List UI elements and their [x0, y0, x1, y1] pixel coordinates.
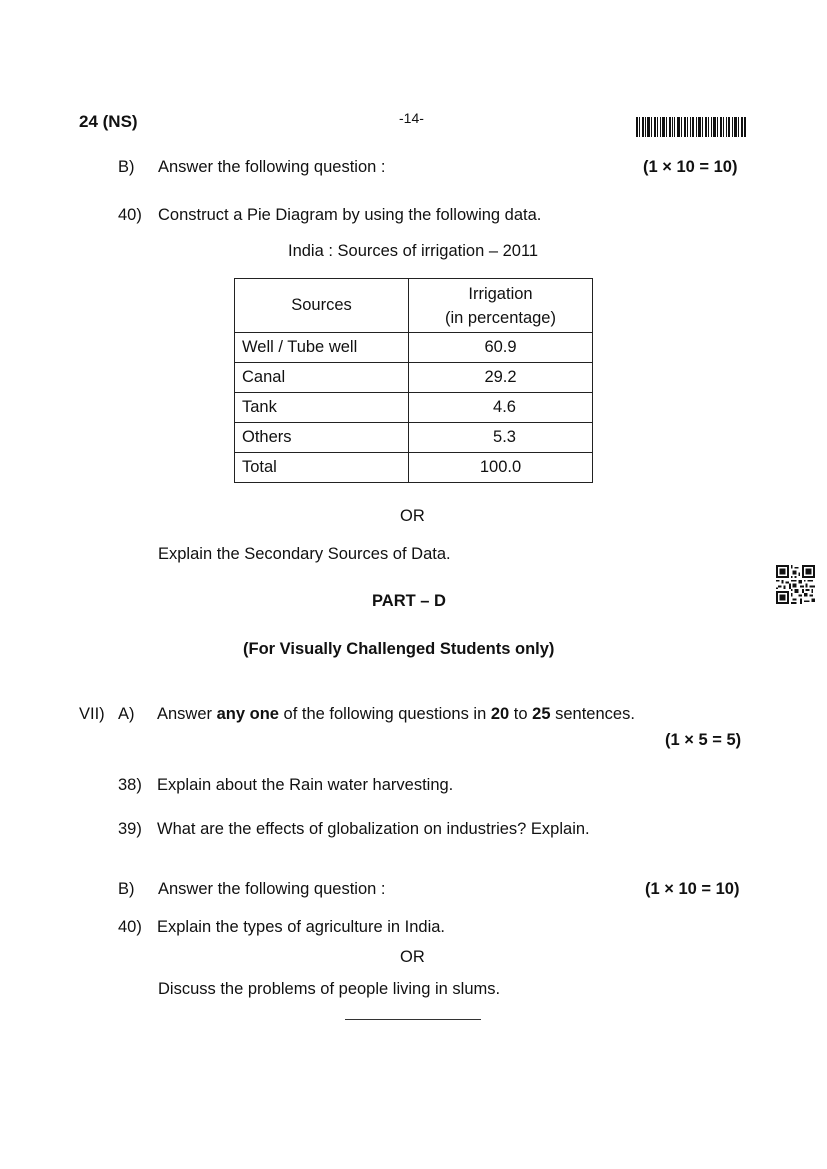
q39-text: What are the effects of globalization on industries? Explain. [157, 820, 590, 838]
q40-alternative: Explain the Secondary Sources of Data. [158, 545, 451, 563]
section-b-marks: (1 × 10 = 10) [643, 158, 738, 176]
q38-number: 38) [118, 776, 142, 794]
section-b2-marks: (1 × 10 = 10) [645, 880, 740, 898]
table-cell-source: Canal [235, 363, 409, 393]
table-row [235, 333, 593, 363]
end-divider [345, 1019, 481, 1020]
q40-text: Construct a Pie Diagram by using the following data. [158, 206, 542, 224]
part-d-subtitle: (For Visually Challenged Students only) [243, 640, 555, 658]
instruction-emphasis: 20 [490, 705, 510, 723]
table-title: India : Sources of irrigation – 2011 [288, 242, 539, 260]
table-cell-source: Others [235, 423, 409, 453]
table-cell-value: 29.2 [409, 363, 593, 393]
table-row [235, 453, 593, 483]
paper-code: 24 (NS) [79, 112, 138, 131]
q39-number: 39) [118, 820, 142, 838]
section-vii-roman: VII) [79, 705, 105, 723]
qr-code-icon [776, 565, 815, 604]
table-row [235, 363, 593, 393]
or-separator: OR [400, 507, 425, 525]
table-cell-source: Tank [235, 393, 409, 423]
table-cell-value: 60.9 [409, 333, 593, 363]
table-header-irrigation-line1: Irrigation [468, 284, 533, 303]
instruction-part: to [509, 705, 533, 723]
table-cell-value: 4.6 [409, 393, 593, 423]
section-b2-instruction: Answer the following question : [158, 880, 386, 898]
barcode-icon [636, 117, 746, 137]
section-vii-instruction [157, 705, 635, 724]
q38-text: Explain about the Rain water harvesting. [157, 776, 454, 794]
table-cell-source: Well / Tube well [235, 333, 409, 363]
q40b-alternative: Discuss the problems of people living in slums. [158, 980, 501, 998]
section-vii-marks: (1 × 5 = 5) [665, 731, 742, 749]
section-vii-label: A) [118, 705, 135, 723]
instruction-part: Answer [157, 705, 217, 723]
table-header-irrigation-line2: (in percentage) [445, 308, 556, 327]
q40b-text: Explain the types of agriculture in India. [157, 918, 446, 936]
q40b-number: 40) [118, 918, 142, 936]
table-header-irrigation [409, 279, 593, 333]
table-row [235, 393, 593, 423]
q40-number: 40) [118, 206, 142, 224]
instruction-part: sentences. [550, 705, 635, 723]
instruction-part: of the following questions in [278, 705, 491, 723]
section-b2-label: B) [118, 880, 135, 898]
table-header-row [235, 279, 593, 333]
table-cell-value: 100.0 [409, 453, 593, 483]
part-d-title: PART – D [372, 592, 446, 610]
table-header-sources: Sources [235, 279, 409, 333]
or-separator-2: OR [400, 948, 425, 966]
table-cell-source: Total [235, 453, 409, 483]
instruction-emphasis: any one [216, 705, 279, 723]
table-cell-value: 5.3 [409, 423, 593, 453]
section-b-instruction: Answer the following question : [158, 158, 386, 176]
table-row [235, 423, 593, 453]
section-b-label: B) [118, 158, 135, 176]
page-number: -14- [399, 110, 424, 126]
irrigation-table [234, 278, 593, 483]
instruction-emphasis: 25 [532, 705, 551, 723]
